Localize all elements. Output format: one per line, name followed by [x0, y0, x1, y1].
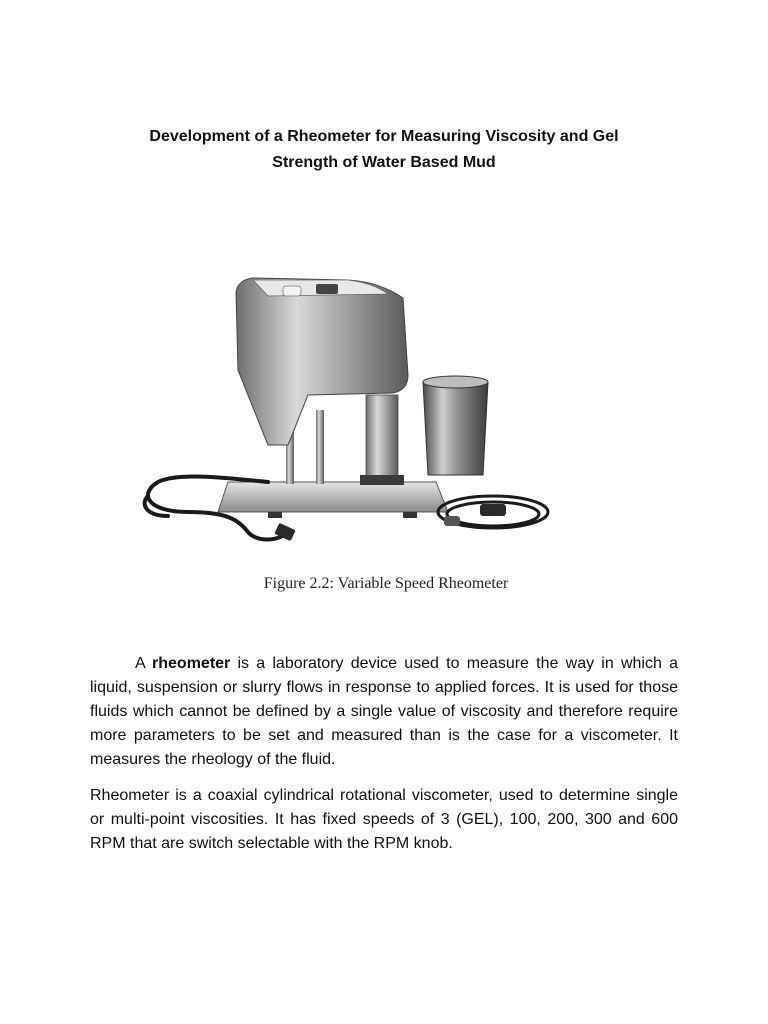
base-plate: [218, 482, 448, 512]
rheometer-photo: [118, 250, 568, 550]
document-title: [0, 124, 768, 176]
title-line-2: Strength of Water Based Mud: [272, 154, 496, 171]
para1-body: is a laboratory device used to measure the way in which a liquid, suspension or slurry flows in response to applied forces. It is used for those fluids which cannot be defined by a single value of viscosity and therefore require more parameters to be set and measured than is the case for a viscometer. It measures the rheology of the fluid.: [90, 655, 679, 768]
sample-cup: [423, 382, 488, 475]
title-line-1: Development of a Rheometer for Measuring Viscosity and Gel: [149, 128, 619, 145]
para1-term: rheometer: [152, 655, 231, 672]
para1-lead: A: [135, 655, 153, 672]
paragraph-rheometer-description: Rheometer is a coaxial cylindrical rotational viscometer, used to determine single or multi-point viscosities. It has fixed speeds of 3 (GEL), 100, 200, 300 and 600 RPM that are switch selectable with the RPM knob.: [90, 787, 678, 852]
paragraph-rheometer-definition: [90, 652, 678, 772]
spindle: [366, 395, 398, 480]
figure-caption: Figure 2.2: Variable Speed Rheometer: [263, 575, 509, 592]
